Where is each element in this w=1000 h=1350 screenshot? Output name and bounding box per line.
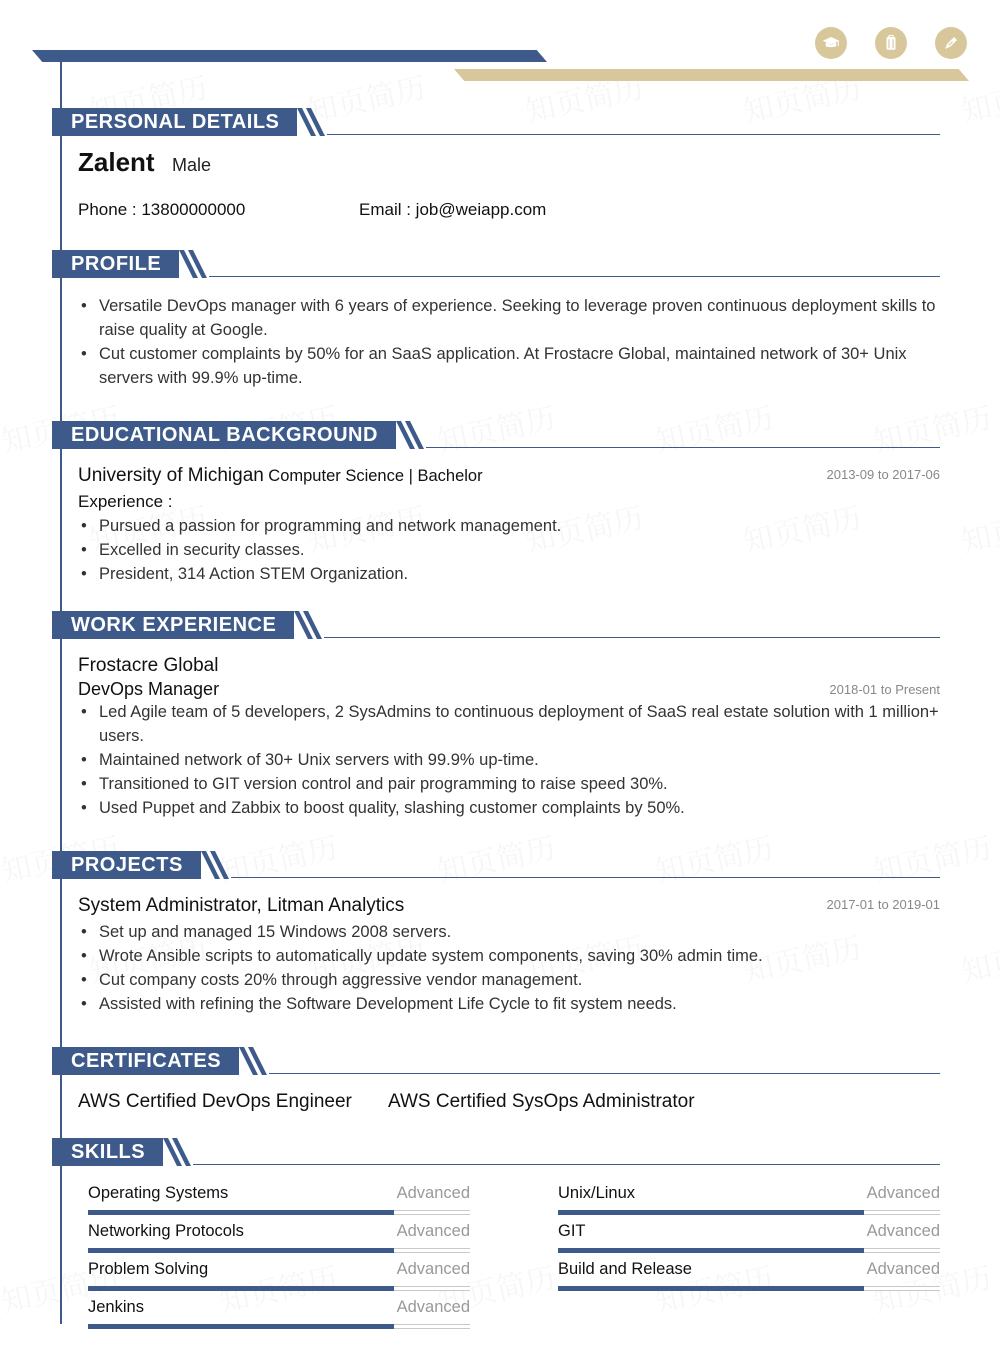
certificate-item: AWS Certified DevOps Engineer <box>78 1091 352 1112</box>
slash-decoration <box>201 851 241 879</box>
project-date: 2017-01 to 2019-01 <box>826 897 940 912</box>
skill-item <box>558 1222 940 1256</box>
list-item: • Pursued a passion for programming and network management. <box>78 514 940 538</box>
skill-name: GIT <box>558 1222 586 1240</box>
email-text: Email : job@weiapp.com <box>359 200 547 219</box>
education-date: 2013-09 to 2017-06 <box>826 467 940 482</box>
briefcase-icon <box>875 27 907 59</box>
list-item: • Wrote Ansible scripts to automatically update system components, saving 30% admin time. <box>78 944 940 968</box>
candidate-gender: Male <box>172 155 212 175</box>
section-rule <box>426 447 940 448</box>
section-rule <box>269 1073 940 1074</box>
skill-level: Advanced <box>396 1298 470 1316</box>
project-title: System Administrator, Litman Analytics <box>78 895 405 916</box>
list-item: • Transitioned to GIT version control and pair programming to raise speed 30%. <box>78 772 940 796</box>
pen-icon <box>935 27 967 59</box>
slash-decoration <box>163 1138 203 1166</box>
section-title: EDUCATIONAL BACKGROUND <box>52 421 396 449</box>
skill-bar-fill <box>88 1210 394 1215</box>
phone-text: Phone : 13800000000 <box>78 200 246 219</box>
list-item: • Cut company costs 20% through aggressive vendor management. <box>78 968 940 992</box>
section-title: CERTIFICATES <box>52 1047 239 1075</box>
skill-name: Build and Release <box>558 1260 692 1278</box>
slash-decoration <box>239 1047 279 1075</box>
skill-item <box>88 1222 470 1256</box>
list-item: • Maintained network of 30+ Unix servers with 99.9% up-time. <box>78 748 940 772</box>
graduation-cap-icon <box>815 27 847 59</box>
section-education <box>52 421 940 449</box>
section-rule <box>209 276 940 277</box>
list-item: • Used Puppet and Zabbix to boost quality, slashing customer complaints by 50%. <box>78 796 940 820</box>
section-projects <box>52 851 940 879</box>
work-list <box>78 700 940 820</box>
list-item: • Set up and managed 15 Windows 2008 servers. <box>78 920 940 944</box>
skill-level: Advanced <box>866 1222 940 1240</box>
skill-level: Advanced <box>396 1260 470 1278</box>
slash-decoration <box>294 611 334 639</box>
section-personal-details <box>52 108 940 136</box>
watermark <box>957 493 1000 561</box>
watermark <box>957 923 1000 991</box>
list-item: • President, 314 Action STEM Organization. <box>78 562 940 586</box>
skill-bar-fill <box>88 1286 394 1291</box>
skill-name: Problem Solving <box>88 1260 209 1278</box>
section-rule <box>193 1164 940 1165</box>
slash-decoration <box>396 421 436 449</box>
skill-name: Operating Systems <box>88 1184 229 1202</box>
skill-name: Networking Protocols <box>88 1222 244 1240</box>
section-work-experience <box>52 611 940 639</box>
skill-bar-fill <box>558 1286 864 1291</box>
list-item: • Versatile DevOps manager with 6 years of experience. Seeking to leverage proven continuous deployment skills to raise quality at Google. <box>78 294 940 342</box>
skill-item <box>558 1184 940 1218</box>
top-gold-bar <box>454 69 969 81</box>
slash-decoration <box>179 250 219 278</box>
skill-bar-fill <box>558 1210 864 1215</box>
section-title: SKILLS <box>52 1138 163 1166</box>
work-date: 2018-01 to Present <box>829 682 940 697</box>
candidate-name: Zalent <box>78 147 155 177</box>
school-name: University of Michigan <box>78 465 264 486</box>
company-name: Frostacre Global <box>78 655 219 676</box>
section-rule <box>231 877 940 878</box>
skill-level: Advanced <box>866 1184 940 1202</box>
skill-name: Unix/Linux <box>558 1184 636 1202</box>
skill-item <box>88 1260 470 1294</box>
skill-level: Advanced <box>396 1222 470 1240</box>
certificate-item: AWS Certified SysOps Administrator <box>388 1091 695 1112</box>
skill-bar-fill <box>88 1248 394 1253</box>
list-item: • Assisted with refining the Software Development Life Cycle to fit system needs. <box>78 992 940 1016</box>
degree-detail: Computer Science | Bachelor <box>268 467 483 485</box>
section-title: PERSONAL DETAILS <box>52 108 297 136</box>
skill-item <box>88 1184 470 1218</box>
section-certificates <box>52 1047 940 1075</box>
projects-list <box>78 920 940 1016</box>
skill-item <box>558 1260 940 1294</box>
experience-label: Experience : <box>78 492 173 511</box>
education-list <box>78 514 940 586</box>
skill-bar-fill <box>88 1324 394 1329</box>
list-item: • Led Agile team of 5 developers, 2 SysAdmins to continuous deployment of SaaS real estate solution with 1 million+ users. <box>78 700 940 748</box>
section-profile <box>52 250 940 278</box>
skill-item <box>88 1298 470 1332</box>
section-rule <box>324 637 940 638</box>
top-accent-bar <box>32 50 547 62</box>
job-role: DevOps Manager <box>78 679 220 699</box>
watermark <box>957 63 1000 131</box>
slash-decoration <box>297 108 337 136</box>
skill-bar-fill <box>558 1248 864 1253</box>
skill-name: Jenkins <box>88 1298 144 1316</box>
education-heading <box>78 465 483 487</box>
section-title: PROFILE <box>52 250 179 278</box>
profile-list <box>78 294 940 390</box>
list-item: • Cut customer complaints by 50% for an SaaS application. At Frostacre Global, maintained network of 30+ Unix servers with 99.9% up-time. <box>78 342 940 390</box>
section-title: WORK EXPERIENCE <box>52 611 294 639</box>
section-title: PROJECTS <box>52 851 201 879</box>
section-skills <box>52 1138 940 1166</box>
skill-level: Advanced <box>866 1260 940 1278</box>
skill-level: Advanced <box>396 1184 470 1202</box>
list-item: • Excelled in security classes. <box>78 538 940 562</box>
section-rule <box>327 134 940 135</box>
